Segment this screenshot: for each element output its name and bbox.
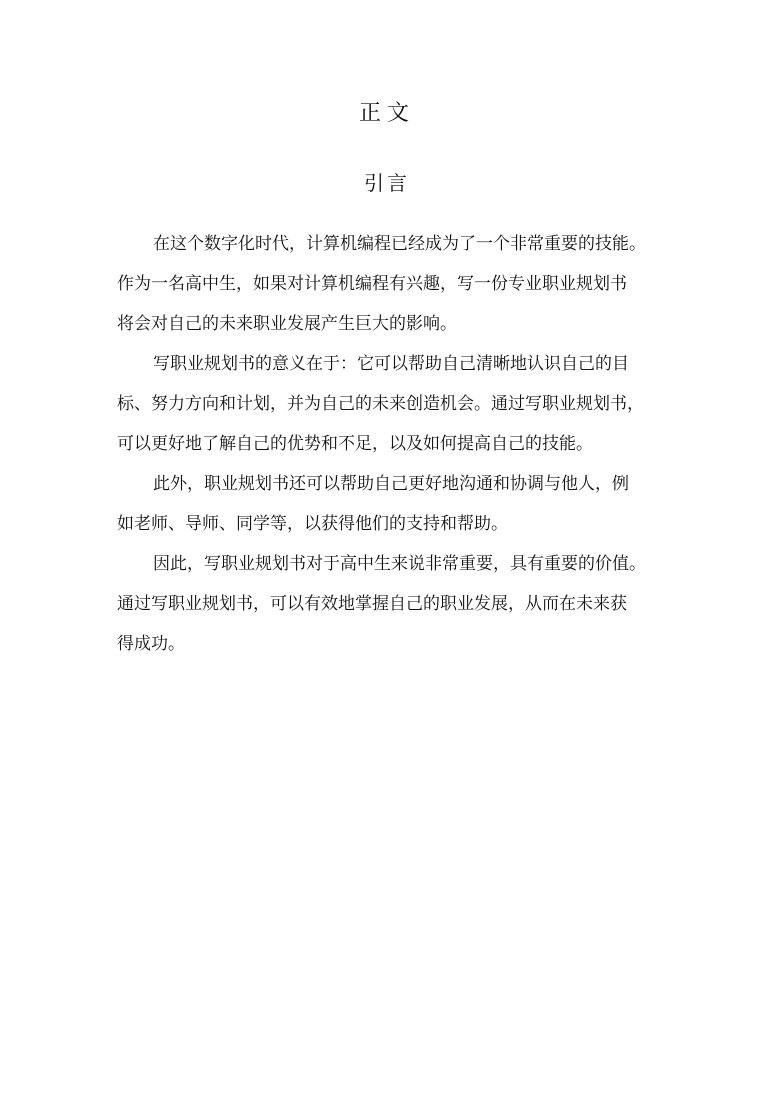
paragraph: [117, 464, 663, 544]
text-line: 可以更好地了解自己的优势和不足，以及如何提高自己的技能。: [117, 434, 593, 454]
document-body: [117, 224, 663, 664]
paragraph: [117, 544, 663, 664]
section-heading: 引言: [364, 171, 410, 195]
paragraph: [117, 224, 663, 344]
text-line: 得成功。: [117, 634, 185, 654]
paragraph: [117, 344, 663, 464]
text-line: 通过写职业规划书，可以有效地掌握自己的职业发展，从而在未来获: [117, 594, 627, 614]
text-line: 如老师、导师、同学等，以获得他们的支持和帮助。: [117, 514, 508, 534]
text-line: 将会对自己的未来职业发展产生巨大的影响。: [117, 314, 457, 334]
text-line: 标、努力方向和计划，并为自己的未来创造机会。通过写职业规划书，: [117, 394, 644, 414]
text-line: 因此，写职业规划书对于高中生来说非常重要，具有重要的价值。: [153, 554, 646, 574]
document-title: 正文: [358, 101, 415, 126]
text-line: 此外，职业规划书还可以帮助自己更好地沟通和协调与他人，例: [153, 474, 629, 494]
text-line: 写职业规划书的意义在于：它可以帮助自己清晰地认识自己的目: [153, 354, 629, 374]
text-line: 在这个数字化时代，计算机编程已经成为了一个非常重要的技能。: [153, 234, 646, 254]
text-line: 作为一名高中生，如果对计算机编程有兴趣，写一份专业职业规划书: [117, 274, 627, 294]
